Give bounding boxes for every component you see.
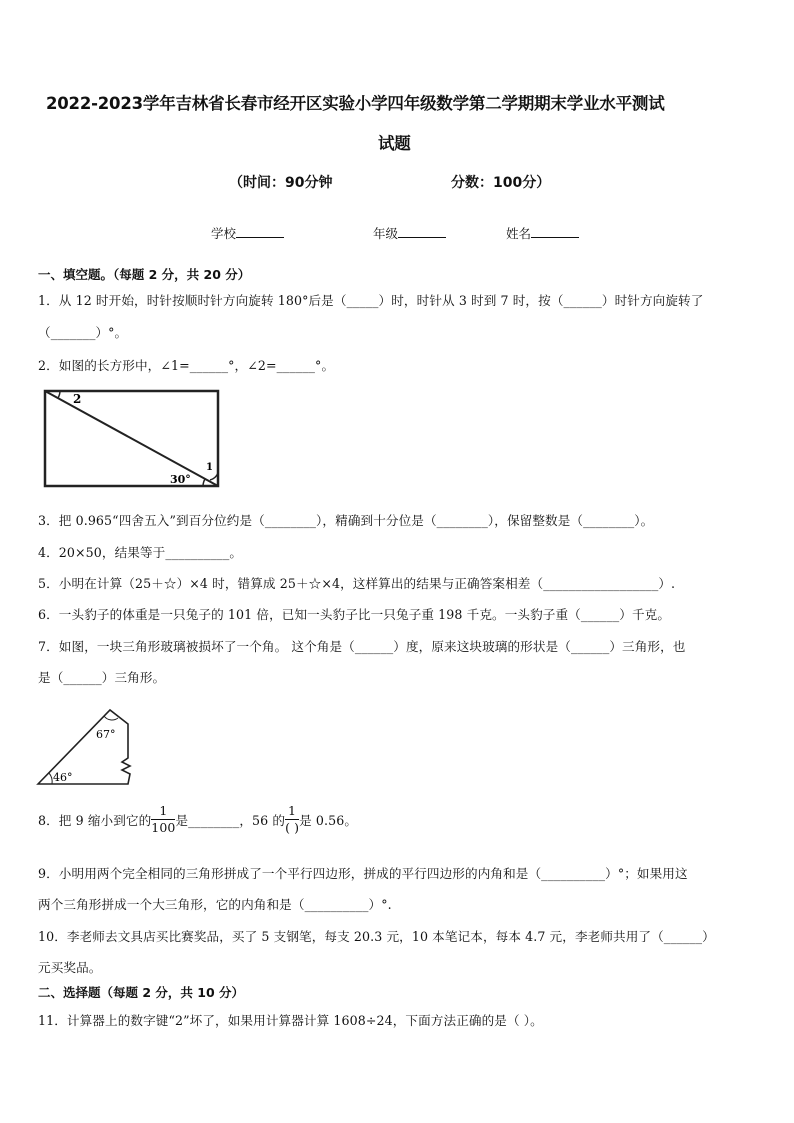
name-field[interactable] bbox=[506, 224, 579, 242]
fraction-numerator: 1 bbox=[285, 803, 299, 820]
broken-triangle-figure bbox=[34, 704, 144, 788]
question-5: 5．小明在计算（25＋☆）×4 时，错算成 25＋☆×4，这样算出的结果与正确答案相差（__________________）. bbox=[38, 576, 676, 591]
section-fill-in: 一、填空题。（每题 2 分，共 20 分） bbox=[38, 267, 251, 282]
angle-46-arc bbox=[49, 773, 52, 784]
question-6: 6．一头豹子的体重是一只兔子的 101 倍，已知一头豹子比一只兔子重 198 千克。一头豹子重（______）千克。 bbox=[38, 607, 671, 622]
grade-blank[interactable] bbox=[398, 225, 446, 238]
angle-2-label: 2 bbox=[73, 392, 82, 406]
school-blank[interactable] bbox=[236, 225, 284, 238]
angle-30-label: 30° bbox=[170, 473, 191, 486]
question-9: 9．小明用两个完全相同的三角形拼成了一个平行四边形，拼成的平行四边形的内角和是（__________）°；如果用这 bbox=[38, 866, 688, 881]
angle-1-label: 1 bbox=[206, 462, 213, 473]
angle-67-label: 67° bbox=[96, 728, 116, 741]
question-1-cont: （_______）°。 bbox=[38, 325, 128, 340]
fraction-denominator: ( ) bbox=[285, 820, 300, 835]
exam-score: 分数：100分） bbox=[451, 175, 551, 191]
question-1: 1．从 12 时开始，时针按顺时针方向旋转 180°后是（_____）时，时针从 3 时到 7 时，按（______）时针方向旋转了 bbox=[38, 293, 704, 308]
grade-field[interactable] bbox=[373, 224, 446, 242]
question-4: 4．20×50，结果等于__________。 bbox=[38, 545, 243, 560]
angle-67-arc bbox=[104, 716, 118, 720]
question-8 bbox=[38, 803, 357, 836]
name-label: 姓名 bbox=[506, 226, 532, 241]
exam-time: （时间：90分钟 bbox=[229, 175, 333, 191]
question-8-pre: 8．把 9 缩小到它的 bbox=[38, 813, 152, 828]
grade-label: 年级 bbox=[373, 226, 399, 241]
section-multiple-choice: 二、选择题（每题 2 分，共 10 分） bbox=[38, 985, 245, 1000]
school-field[interactable] bbox=[211, 224, 284, 242]
question-7-cont: 是（______）三角形。 bbox=[38, 670, 166, 685]
triangle-shape bbox=[38, 710, 130, 784]
rectangle-figure bbox=[40, 387, 225, 490]
question-11: 11．计算器上的数字键“2”坏了，如果用计算器计算 1608÷24，下面方法正确的是（ ）。 bbox=[38, 1013, 543, 1028]
question-7: 7．如图，一块三角形玻璃被损坏了一个角。 这个角是（______）度，原来这块玻璃的形状是（______）三角形，也 bbox=[38, 639, 686, 654]
question-10: 10．李老师去文具店买比赛奖品，买了 5 支钢笔，每支 20.3 元，10 本笔记本，每本 4.7 元，李老师共用了（______） bbox=[38, 929, 715, 944]
page-title-line2: 试题 bbox=[378, 134, 411, 153]
question-9-cont: 两个三角形拼成一个大三角形，它的内角和是（__________）°. bbox=[38, 897, 392, 912]
name-blank[interactable] bbox=[531, 225, 579, 238]
rectangle-diagonal bbox=[45, 391, 218, 486]
fraction-numerator: 1 bbox=[151, 803, 175, 820]
question-10-cont: 元买奖品。 bbox=[38, 960, 102, 975]
school-label: 学校 bbox=[211, 226, 237, 241]
fraction-1-over-blank bbox=[285, 803, 299, 836]
page-title: 2022-2023学年吉林省长春市经开区实验小学四年级数学第二学期期末学业水平测试 bbox=[46, 94, 665, 113]
question-8-post: 是 0.56。 bbox=[299, 813, 358, 828]
question-8-mid: 是________，56 的 bbox=[175, 813, 286, 828]
fraction-1-over-100 bbox=[151, 803, 175, 836]
question-3: 3．把 0.965“四舍五入”到百分位约是（________），精确到十分位是（________），保留整数是（________）。 bbox=[38, 513, 654, 528]
angle-46-label: 46° bbox=[53, 771, 73, 784]
fraction-denominator: 100 bbox=[151, 820, 176, 835]
question-2: 2．如图的长方形中，∠1=______°，∠2=______°。 bbox=[38, 358, 335, 373]
